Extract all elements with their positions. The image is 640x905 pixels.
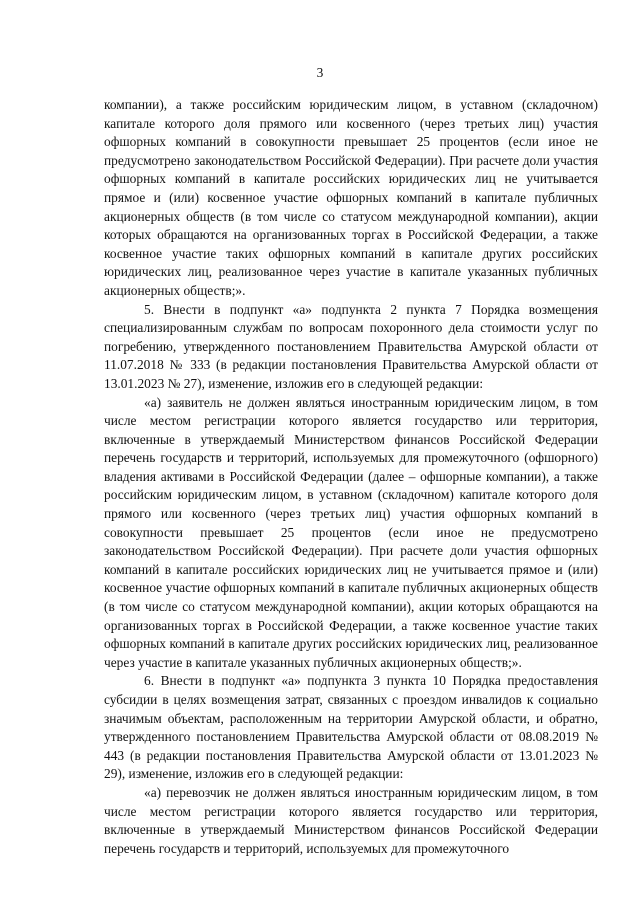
page-number: 3 bbox=[316, 65, 324, 80]
document-body bbox=[104, 96, 598, 858]
paragraph-item-6-text: «а) перевозчик не должен являться иностранным юридическим лицом, в том числе местом регистрации которого является государство или территория, включенные в утверждаемый Министерством финансов Российской Федерации перечень государств и территорий, используемых для промежуточного bbox=[104, 784, 598, 856]
paragraph-item-6: 6. Внести в подпункт «а» подпункта 3 пункта 10 Порядка предоставления субсидии в целях возмещения затрат, связанных с проездом инвалидов к социально значимым объектам, расположенным на территории Амурской области, и обратно, утвержденного постановлением Правительства Амурской области от 08.08.2019 № 443 (в редакции постановления Правительства Амурской области от 13.01.2023 № 29), изменение, изложив его в следующей редакции: bbox=[104, 673, 598, 782]
paragraph-item-5: 5. Внести в подпункт «а» подпункта 2 пункта 7 Порядка возмещения специализированным службам по вопросам похоронного дела стоимости услуг по погребению, утвержденного постановлением Правительства Амурской области от 11.07.2018 № 333 (в редакции постановления Правительства Амурской области от 13.01.2023 № 27), изменение, изложив его в следующей редакции: bbox=[104, 301, 598, 391]
paragraph-continuation: компании), а также российским юридическим лицом, в уставном (складочном) капитале которого доля прямого или косвенного (через третьих лиц) участия офшорных компаний в совокупности превышает 25 процентов (если иное не предусмотрено законодательством Российской Федерации). При расчете доли участия офшорных компаний в капитале российских юридических лиц не учитывается прямое и (или) косвенное участие офшорных компаний в капитале публичных акционерных обществ (в том числе со статусом международной компании), акции которых обращаются на организованных торгах в Российской Федерации, а также косвенное участие таких офшорных компаний в капитале других российских юридических лиц, реализованное через участие в капитале указанных публичных акционерных обществ;». bbox=[104, 97, 598, 298]
paragraph-item-5-text: «а) заявитель не должен являться иностранным юридическим лицом, в том числе местом регистрации которого является государство или территория, включенные в утверждаемый Министерством финансов Российской Федерации перечень государств и территорий, используемых для промежуточного (офшорного) владения активами в Российской Федерации (далее – офшорные компании), а также российским юридическим лицом, в уставном (складочном) капитале которого доля прямого или косвенного (через третьих лиц) участия офшорных компаний в совокупности превышает 25 процентов (если иное не предусмотрено законодательством Российской Федерации). При расчете доли участия офшорных компаний в капитале российских юридических лиц не учитывается прямое и (или) косвенное участие офшорных компаний в капитале публичных акционерных обществ (в том числе со статусом международной компании), акции которых обращаются на организованных торгах в Российской Федерации, а также косвенное участие таких офшорных компаний в капитале других российских юридических лиц, реализованное через участие в капитале указанных публичных акционерных обществ;». bbox=[104, 394, 598, 670]
